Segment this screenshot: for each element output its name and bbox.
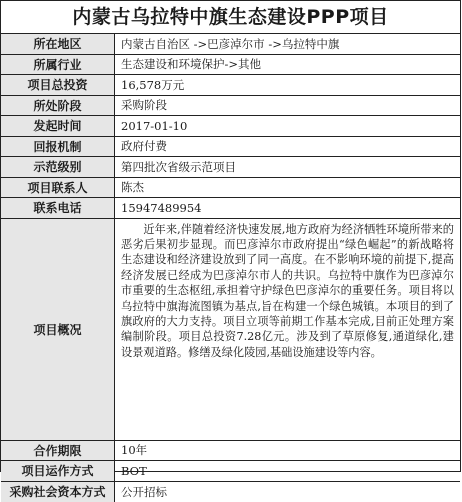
label-procurement-method: 采购社会资本方式 xyxy=(1,482,115,502)
value-stage: 采购阶段 xyxy=(115,96,460,116)
value-return-mechanism: 政府付费 xyxy=(115,137,460,157)
label-total-investment: 项目总投资 xyxy=(1,75,115,95)
label-contact-phone: 联系电话 xyxy=(1,198,115,218)
label-operation-mode: 项目运作方式 xyxy=(1,461,115,481)
value-region: 内蒙古自治区 ->巴彦淖尔市 ->乌拉特中旗 xyxy=(115,34,460,54)
row-start-date xyxy=(1,116,460,137)
label-industry: 所属行业 xyxy=(1,55,115,75)
label-contact-person: 项目联系人 xyxy=(1,178,115,198)
label-stage: 所处阶段 xyxy=(1,96,115,116)
value-total-investment: 16,578万元 xyxy=(115,75,460,95)
row-overview xyxy=(1,219,460,441)
row-return-mechanism xyxy=(1,137,460,158)
row-procurement-method xyxy=(1,482,460,502)
value-contact-person: 陈杰 xyxy=(115,178,460,198)
row-contact-person xyxy=(1,178,460,199)
row-cooperation-period xyxy=(1,441,460,462)
row-demo-level xyxy=(1,157,460,178)
value-overview: 近年来,伴随着经济快速发展,地方政府为经济牺牲环境所带来的恶劣后果初步显现。而巴彦淖尔市政府提出“绿色崛起”的新战略将生态建设和经济建设放到了同一高度。在不影响环境的前提下,提高经济发展已经成为巴彦淖尔市人的共识。乌拉特中旗作为巴彦淖尔市重要的生态枢纽,承担着守护绿色巴彦淖尔的重要任务。项目将以乌拉特中旗海流图镇为基点,旨在构建一个绿色城镇。本项目的到了旗政府的大力支持。项目立项等前期工作基本完成,目前正处理方案编制阶段。项目总投资7.28亿元。涉及到了草原修复,通道绿化,建设景观道路。修缮及绿化陵园,基础设施建设等内容。 xyxy=(115,219,460,440)
label-return-mechanism: 回报机制 xyxy=(1,137,115,157)
label-region: 所在地区 xyxy=(1,34,115,54)
value-operation-mode: BOT xyxy=(115,461,460,481)
label-cooperation-period: 合作期限 xyxy=(1,441,115,461)
row-operation-mode xyxy=(1,461,460,482)
label-overview: 项目概况 xyxy=(1,219,115,440)
value-cooperation-period: 10年 xyxy=(115,441,460,461)
value-contact-phone: 15947489954 xyxy=(115,198,460,218)
row-industry xyxy=(1,55,460,76)
value-demo-level: 第四批次省级示范项目 xyxy=(115,157,460,177)
value-industry: 生态建设和环境保护->其他 xyxy=(115,55,460,75)
value-start-date: 2017-01-10 xyxy=(115,116,460,136)
row-region xyxy=(1,34,460,55)
label-start-date: 发起时间 xyxy=(1,116,115,136)
row-contact-phone xyxy=(1,198,460,219)
label-demo-level: 示范级别 xyxy=(1,157,115,177)
page-title: 内蒙古乌拉特中旗生态建设PPP项目 xyxy=(1,1,460,34)
row-total-investment xyxy=(1,75,460,96)
value-procurement-method: 公开招标 xyxy=(115,482,460,502)
row-stage xyxy=(1,96,460,117)
